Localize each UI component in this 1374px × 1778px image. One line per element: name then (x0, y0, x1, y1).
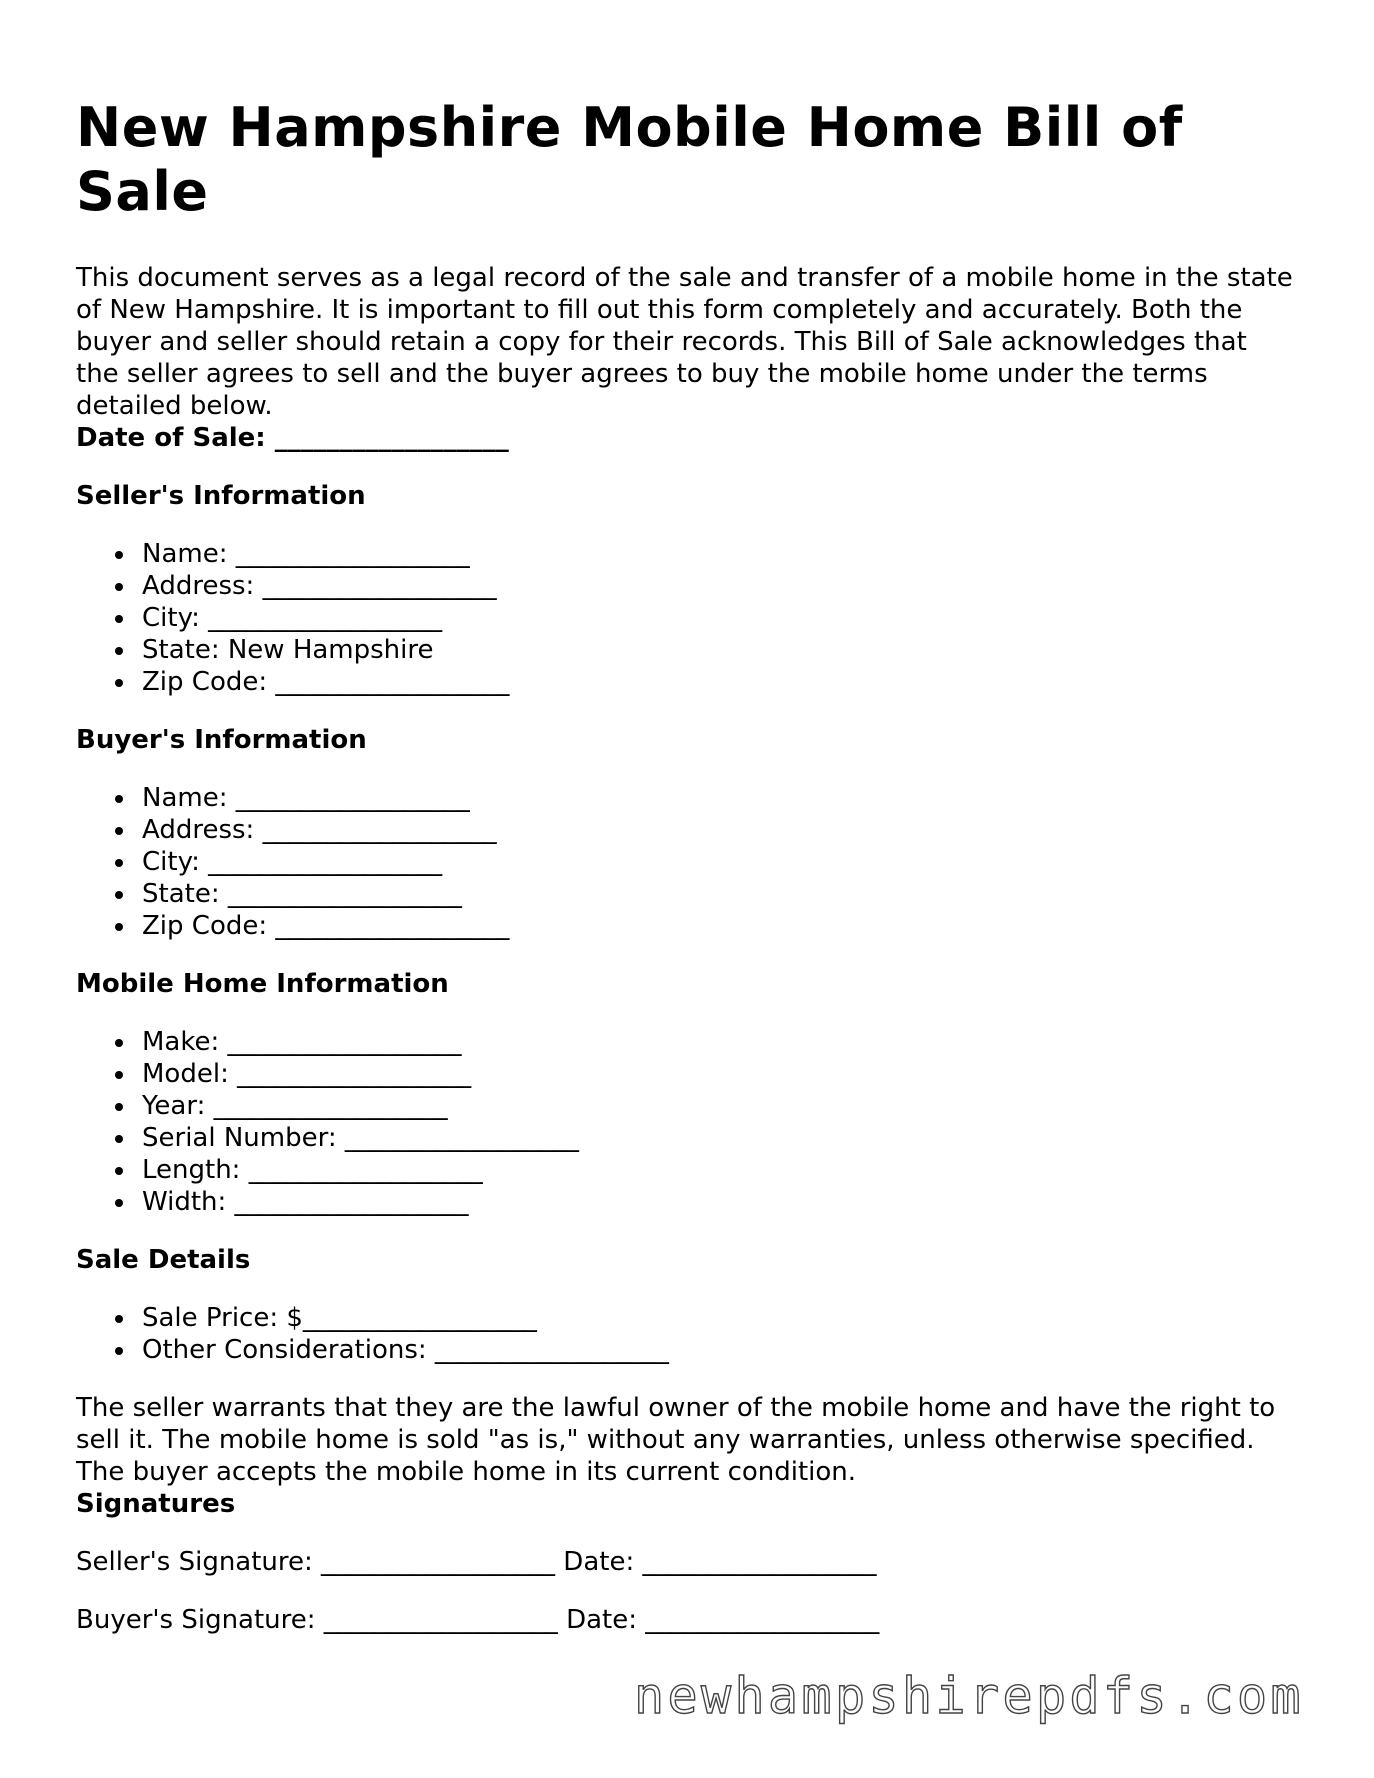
seller-state-field: State: New Hampshire (142, 634, 1296, 666)
mobile-home-info-list (76, 1026, 1296, 1218)
model-field: Model: __________________ (142, 1058, 1296, 1090)
seller-zip-field: Zip Code: __________________ (142, 666, 1296, 698)
buyer-info-list (76, 782, 1296, 942)
year-field: Year: __________________ (142, 1090, 1296, 1122)
document-page (76, 96, 1296, 1662)
seller-city-field: City: __________________ (142, 602, 1296, 634)
buyer-address-field: Address: __________________ (142, 814, 1296, 846)
buyer-name-field: Name: __________________ (142, 782, 1296, 814)
width-field: Width: __________________ (142, 1186, 1296, 1218)
seller-address-field: Address: __________________ (142, 570, 1296, 602)
serial-number-field: Serial Number: __________________ (142, 1122, 1296, 1154)
mobile-home-info-heading: Mobile Home Information (76, 969, 449, 999)
seller-info-list (76, 538, 1296, 698)
intro-paragraph: This document serves as a legal record of the sale and transfer of a mobile home in the state of New Hampshire. It is important to fill out this form completely and accurately. Both the buyer and seller should retain a copy for their records. This Bill of Sale acknowledges that the seller agrees to sell and the buyer agrees to buy the mobile home under the terms detailed below. (76, 263, 1293, 421)
buyer-city-field: City: __________________ (142, 846, 1296, 878)
make-field: Make: __________________ (142, 1026, 1296, 1058)
date-of-sale-field: Date of Sale: __________________ (76, 423, 509, 453)
seller-signature-line: Seller's Signature: __________________ Date: __________________ (76, 1547, 877, 1577)
seller-name-field: Name: __________________ (142, 538, 1296, 570)
sale-details-list (76, 1302, 1296, 1366)
document-title: New Hampshire Mobile Home Bill of Sale (76, 96, 1183, 223)
buyer-signature-line: Buyer's Signature: __________________ Date: __________________ (76, 1605, 880, 1635)
buyer-zip-field: Zip Code: __________________ (142, 910, 1296, 942)
length-field: Length: __________________ (142, 1154, 1296, 1186)
buyer-state-field: State: __________________ (142, 878, 1296, 910)
signatures-heading: Signatures (76, 1489, 236, 1519)
buyer-info-heading: Buyer's Information (76, 725, 367, 755)
sale-price-field: Sale Price: $__________________ (142, 1302, 1296, 1334)
seller-info-heading: Seller's Information (76, 481, 366, 511)
other-considerations-field: Other Considerations: __________________ (142, 1334, 1296, 1366)
site-watermark: newhampshirepdfs.com (634, 1667, 1305, 1725)
sale-details-heading: Sale Details (76, 1245, 251, 1275)
warranty-paragraph: The seller warrants that they are the lawful owner of the mobile home and have the right to sell it. The mobile home is sold "as is," without any warranties, unless otherwise specified. The buyer accepts the mobile home in its current condition. (76, 1393, 1276, 1487)
